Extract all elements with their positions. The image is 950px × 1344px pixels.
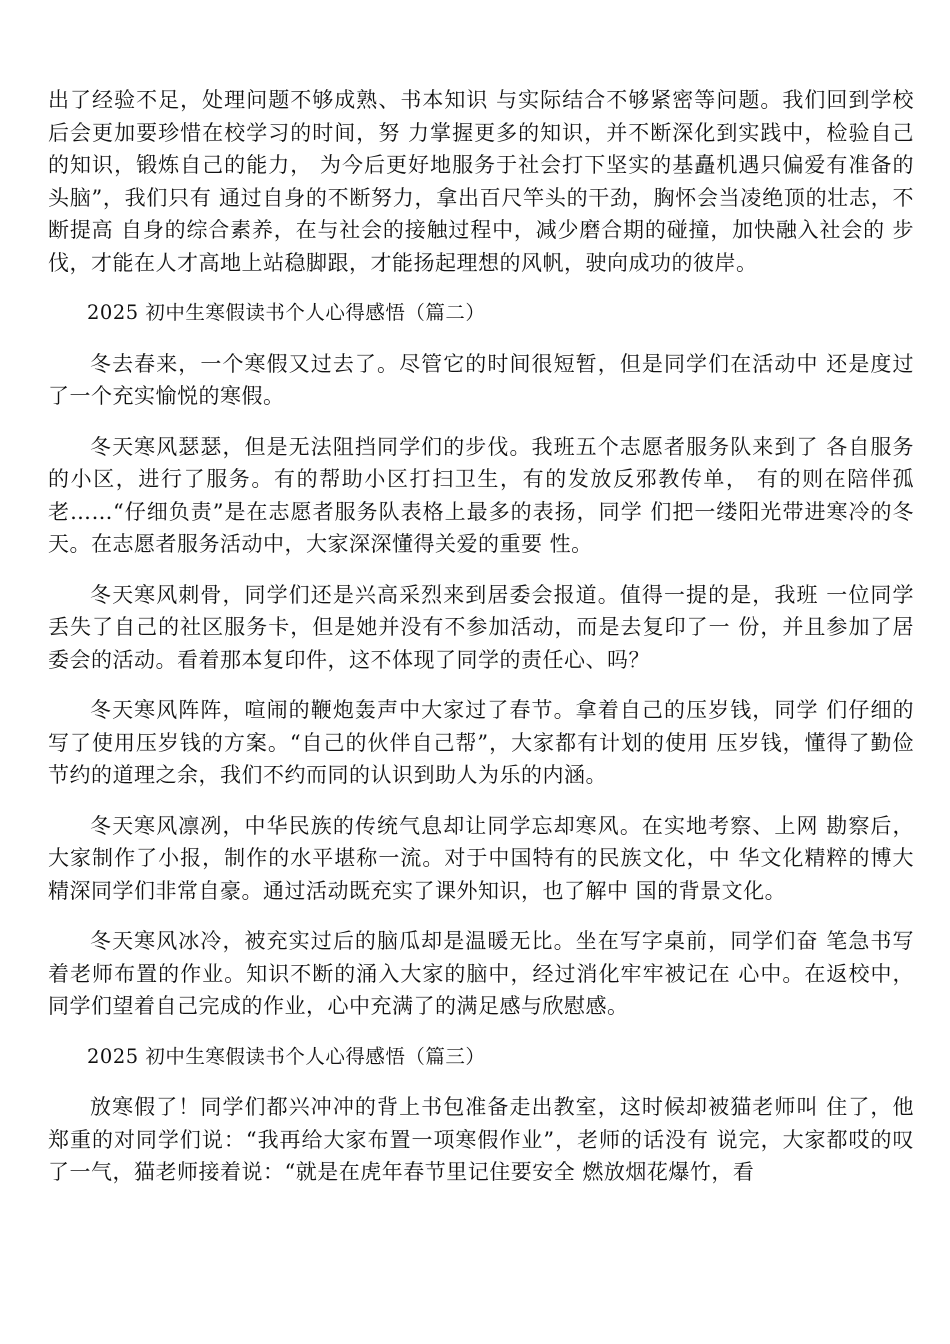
paragraph: 冬天寒风冰冷，被充实过后的脑瓜却是温暖无比。坐在写字桌前，同学们奋 笔急书写着老师布置的作业。知识不断的涌入大家的脑中，经过消化牢牢被记在 心中。在返校中，同学们望着自己完成的作业，心中充满了的满足感与欣慰感。 [48,929,914,1018]
paragraph: 冬天寒风凛冽，中华民族的传统气息却让同学忘却寒风。在实地考察、上网 勘察后，大家制作了小报，制作的水平堪称一流。对于中国特有的民族文化，中 华文化精粹的博大精深同学们非常自豪。通过活动既充实了课外知识，也了解中 国的背景文化。 [48,813,914,903]
paragraph: 冬天寒风刺骨，同学们还是兴高采烈来到居委会报道。值得一提的是，我班 一位同学丢失了自己的社区服务卡，但是她并没有不参加活动，而是去复印了一 份，并且参加了居委会的活动。看着那本复印件，这不体现了同学的责任心、吗？ [48,582,914,672]
paragraph: 放寒假了！同学们都兴冲冲的背上书包准备走出教室，这时候却被猫老师叫 住了，他郑重的对同学们说：“我再给大家布置一项寒假作业”，老师的话没有 说完，大家都哎的叹了一气，猫老师接着说：“就是在虎年春节里记住要安全 燃放烟花爆竹，看 [48,1095,914,1184]
section-heading-part-three: 2025 初中生寒假读书个人心得感悟（篇三） [87,1044,486,1068]
paragraph: 冬去春来，一个寒假又过去了。尽管它的时间很短暂，但是同学们在活动中 还是度过了一个充实愉悦的寒假。 [48,351,914,408]
paragraph-continuation: 出了经验不足，处理问题不够成熟、书本知识 与实际结合不够紧密等问题。我们回到学校后会更加要珍惜在校学习的时间，努 力掌握更多的知识，并不断深化到实践中，检验自己的知识，锻炼自己的能力， 为今后更好地服务于社会打下坚实的基矗机遇只偏爱有准备的头脑”，我们只有 通过自身的不断努力，拿出百尺竿头的干劲，胸怀会当凌绝顶的壮志，不断提高 自身的综合素养，在与社会的接触过程中，减少磨合期的碰撞，加快融入社会的 步伐，才能在人才高地上站稳脚跟，才能扬起理想的风帆，驶向成功的彼岸。 [48,88,914,275]
paragraph: 冬天寒风阵阵，喧闹的鞭炮轰声中大家过了春节。拿着自己的压岁钱，同学 们仔细的写了使用压岁钱的方案。“自己的伙伴自己帮”，大家都有计划的使用 压岁钱，懂得了勤俭节约的道理之余，我们不约而同的认识到助人为乐的内涵。 [48,698,914,787]
paragraph: 冬天寒风瑟瑟，但是无法阻挡同学们的步伐。我班五个志愿者服务队来到了 各自服务的小区，进行了服务。有的帮助小区打扫卫生，有的发放反邪教传单， 有的则在陪伴孤老……“仔细负责”是在志愿者服务队表格上最多的表扬，同学 们把一缕阳光带进寒冷的冬天。在志愿者服务活动中，大家深深懂得关爱的重要 性。 [48,434,914,556]
section-heading-part-two: 2025 初中生寒假读书个人心得感悟（篇二） [87,301,486,324]
document-page [48,84,914,1207]
